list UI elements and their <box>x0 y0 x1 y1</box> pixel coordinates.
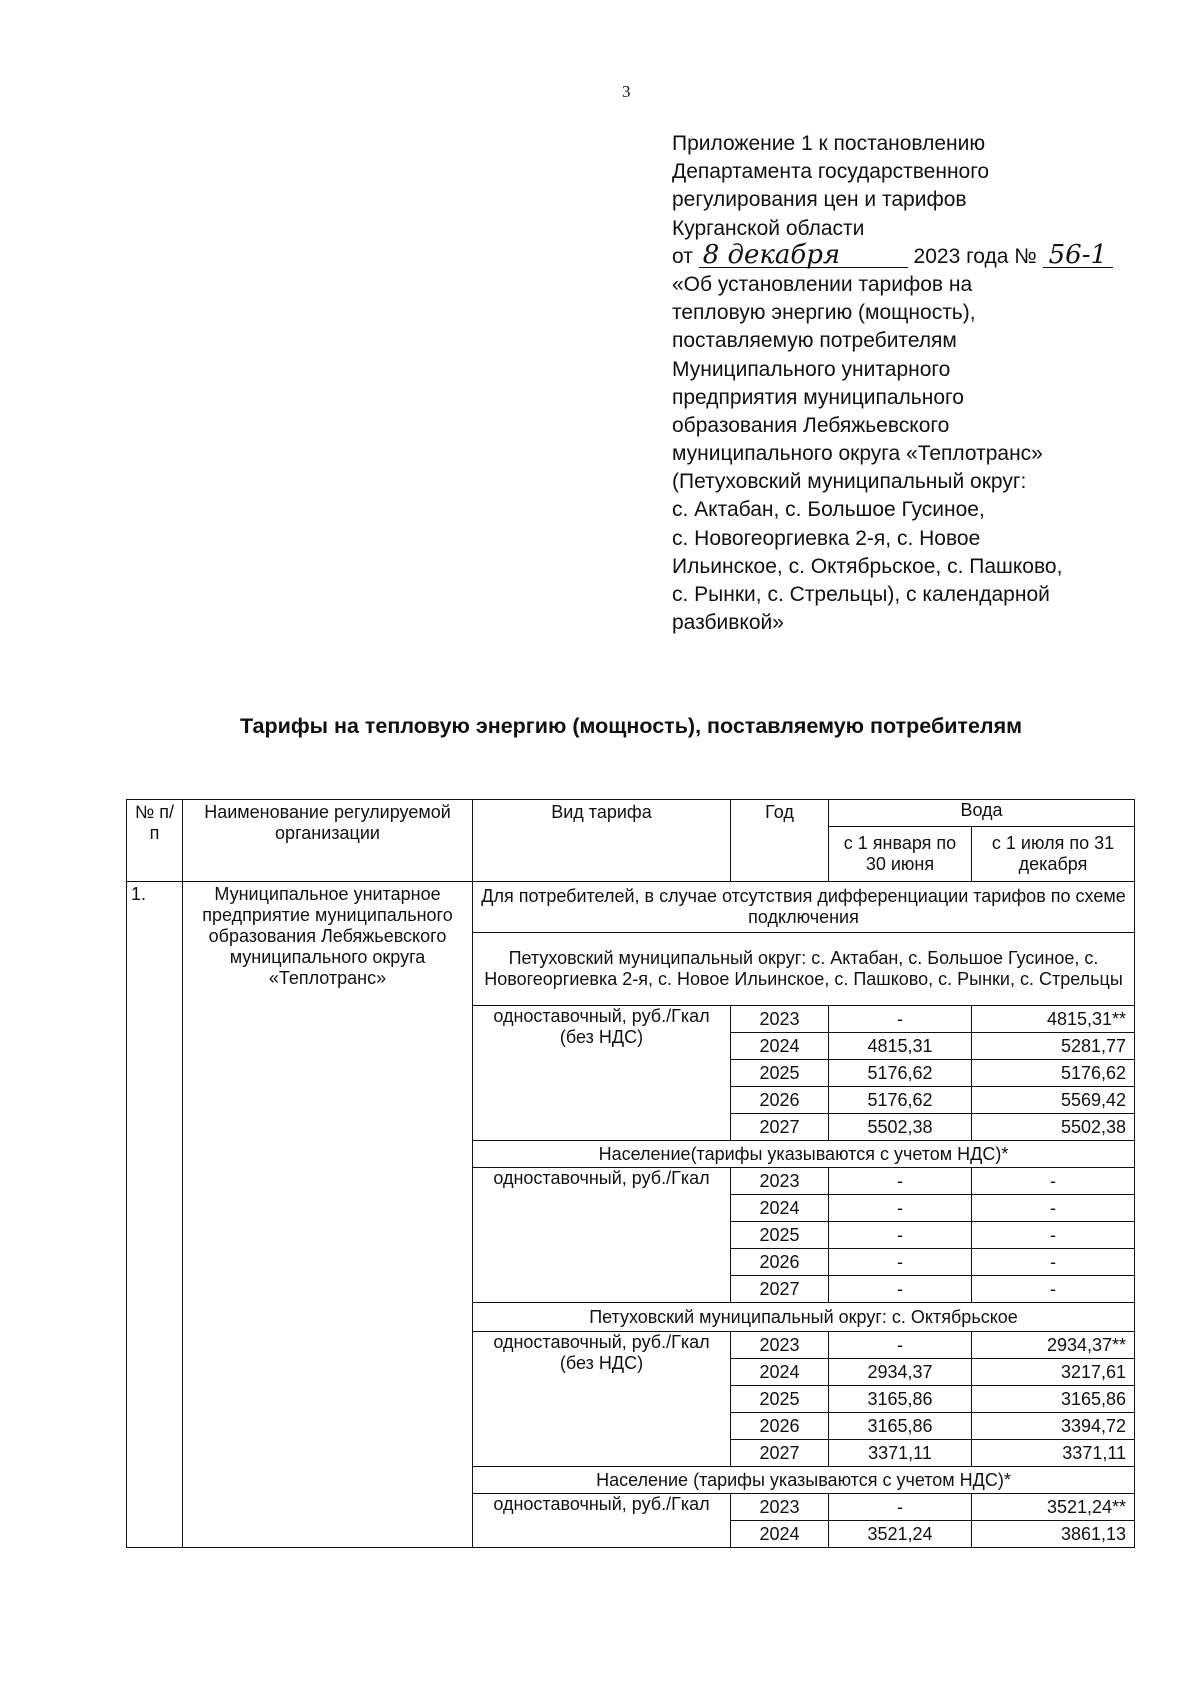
value-h1: - <box>829 1249 972 1276</box>
appendix-line: Муниципального унитарного <box>672 357 951 381</box>
tariff-table <box>126 799 1135 1548</box>
year-cell: 2027 <box>731 1440 829 1467</box>
value-h2: - <box>972 1195 1135 1222</box>
header-tariff-type: Вид тарифа <box>473 800 731 882</box>
value-h1: 3521,24 <box>829 1521 972 1548</box>
appendix-line: Приложение 1 к постановлению <box>672 132 986 155</box>
appendix-line: «Об установлении тарифов на <box>672 272 973 296</box>
value-h2: 5281,77 <box>972 1033 1135 1060</box>
value-h1: 4815,31 <box>829 1033 972 1060</box>
value-h2: 5176,62 <box>972 1060 1135 1087</box>
appendix-line: Ильинское, с. Октябрьское, с. Пашково, <box>672 554 1063 578</box>
value-h1: - <box>829 1222 972 1249</box>
year-cell: 2024 <box>731 1521 829 1548</box>
appendix-line: с. Актабан, с. Большое Гусиное, <box>672 498 985 522</box>
value-h1: - <box>829 1276 972 1303</box>
value-h2: 3371,11 <box>972 1440 1135 1467</box>
population-heading: Население(тарифы указываются с учетом НДС)* <box>473 1141 1135 1168</box>
value-h2: 5569,42 <box>972 1087 1135 1114</box>
year-cell: 2027 <box>731 1114 829 1141</box>
appendix-line: с. Рынки, с. Стрельцы), с календарной <box>672 583 1050 606</box>
value-h1: - <box>829 1332 972 1359</box>
organization-name: Муниципальное унитарное предприятие муниципального образования Лебяжьевского муниципального округа «Теплотранс» <box>183 882 473 1548</box>
value-h2: 2934,37** <box>972 1332 1135 1359</box>
year-cell: 2023 <box>731 1006 829 1033</box>
handwritten-date: 8 декабря <box>699 243 908 268</box>
value-h2: 4815,31** <box>972 1006 1135 1033</box>
value-h2: - <box>972 1249 1135 1276</box>
value-h2: 3394,72 <box>972 1413 1135 1440</box>
row-number: 1. <box>127 882 183 1548</box>
year-cell: 2026 <box>731 1087 829 1114</box>
year-cell: 2026 <box>731 1249 829 1276</box>
appendix-line: регулирования цен и тарифов <box>672 188 967 212</box>
value-h2: 3861,13 <box>972 1521 1135 1548</box>
value-h2: 3521,24** <box>972 1494 1135 1521</box>
value-h1: - <box>829 1494 972 1521</box>
location-heading: Петуховский муниципальный округ: с. Октябрьское <box>473 1303 1135 1332</box>
tariff-type: одноставочный, руб./Гкал (без НДС) <box>473 1006 731 1141</box>
appendix-line: разбивкой» <box>672 611 784 635</box>
year-cell: 2023 <box>731 1494 829 1521</box>
value-h1: 5502,38 <box>829 1114 972 1141</box>
handwritten-number: 56-1 <box>1043 243 1113 268</box>
appendix-line: Департамента государственного <box>672 160 990 184</box>
value-h1: 5176,62 <box>829 1087 972 1114</box>
appendix-line: поставляемую потребителям <box>672 329 957 353</box>
document-title: Тарифы на тепловую энергию (мощность), поставляемую потребителям <box>239 714 1023 738</box>
value-h1: - <box>829 1006 972 1033</box>
header-water: Вода <box>829 800 1135 827</box>
year-cell: 2024 <box>731 1359 829 1386</box>
header-org: Наименование регулируемой организации <box>183 800 473 882</box>
appendix-date-line <box>672 239 1142 271</box>
appendix-line: муниципального округа «Теплотранс» <box>672 442 1043 466</box>
tariff-type: одноставочный, руб./Гкал (без НДС) <box>473 1332 731 1467</box>
location-heading: Петуховский муниципальный округ: с. Актабан, с. Большое Гусиное, с. Новогеоргиевка 2-я, с. Новое Ильинское, с. Пашково, с. Рынки, с. Стрельцы <box>473 933 1135 1006</box>
appendix-block <box>672 130 1142 637</box>
value-h1: - <box>829 1168 972 1195</box>
year-cell: 2026 <box>731 1413 829 1440</box>
appendix-line: с. Новогеоргиевка 2-я, с. Новое <box>672 526 981 550</box>
year-cell: 2025 <box>731 1060 829 1087</box>
value-h2: - <box>972 1276 1135 1303</box>
header-period-1: с 1 января по 30 июня <box>829 827 972 882</box>
value-h1: 3165,86 <box>829 1386 972 1413</box>
year-cell: 2025 <box>731 1386 829 1413</box>
table-body <box>127 882 1135 1548</box>
tariff-type: одноставочный, руб./Гкал <box>473 1494 731 1548</box>
header-row <box>127 800 1135 827</box>
year-cell: 2023 <box>731 1168 829 1195</box>
year-text: 2023 года № <box>913 244 1037 268</box>
value-h2: 3217,61 <box>972 1359 1135 1386</box>
year-cell: 2024 <box>731 1033 829 1060</box>
value-h1: 5176,62 <box>829 1060 972 1087</box>
year-cell: 2025 <box>731 1222 829 1249</box>
value-h2: 3165,86 <box>972 1386 1135 1413</box>
value-h1: - <box>829 1195 972 1222</box>
value-h1: 2934,37 <box>829 1359 972 1386</box>
value-h1: 3371,11 <box>829 1440 972 1467</box>
year-cell: 2023 <box>731 1332 829 1359</box>
year-cell: 2027 <box>731 1276 829 1303</box>
appendix-line: тепловую энергию (мощность), <box>672 301 976 325</box>
tariff-type: одноставочный, руб./Гкал <box>473 1168 731 1303</box>
appendix-line: образования Лебяжьевского <box>672 413 950 437</box>
appendix-line: предприятия муниципального <box>672 385 964 409</box>
value-h1: 3165,86 <box>829 1413 972 1440</box>
appendix-line: Курганской области <box>672 216 865 240</box>
value-h2: - <box>972 1222 1135 1249</box>
population-heading: Население (тарифы указываются с учетом НДС)* <box>473 1467 1135 1494</box>
note-row <box>127 882 1135 933</box>
page-number: 3 <box>622 82 631 101</box>
date-prefix: от <box>672 244 693 268</box>
value-h2: - <box>972 1168 1135 1195</box>
header-num: № п/п <box>127 800 183 882</box>
no-differentiation-note: Для потребителей, в случае отсутствия дифференциации тарифов по схеме подключения <box>473 882 1135 933</box>
header-period-2: с 1 июля по 31 декабря <box>972 827 1135 882</box>
value-h2: 5502,38 <box>972 1114 1135 1141</box>
year-cell: 2024 <box>731 1195 829 1222</box>
appendix-line: (Петуховский муниципальный округ: <box>672 470 1027 494</box>
header-year: Год <box>731 800 829 882</box>
